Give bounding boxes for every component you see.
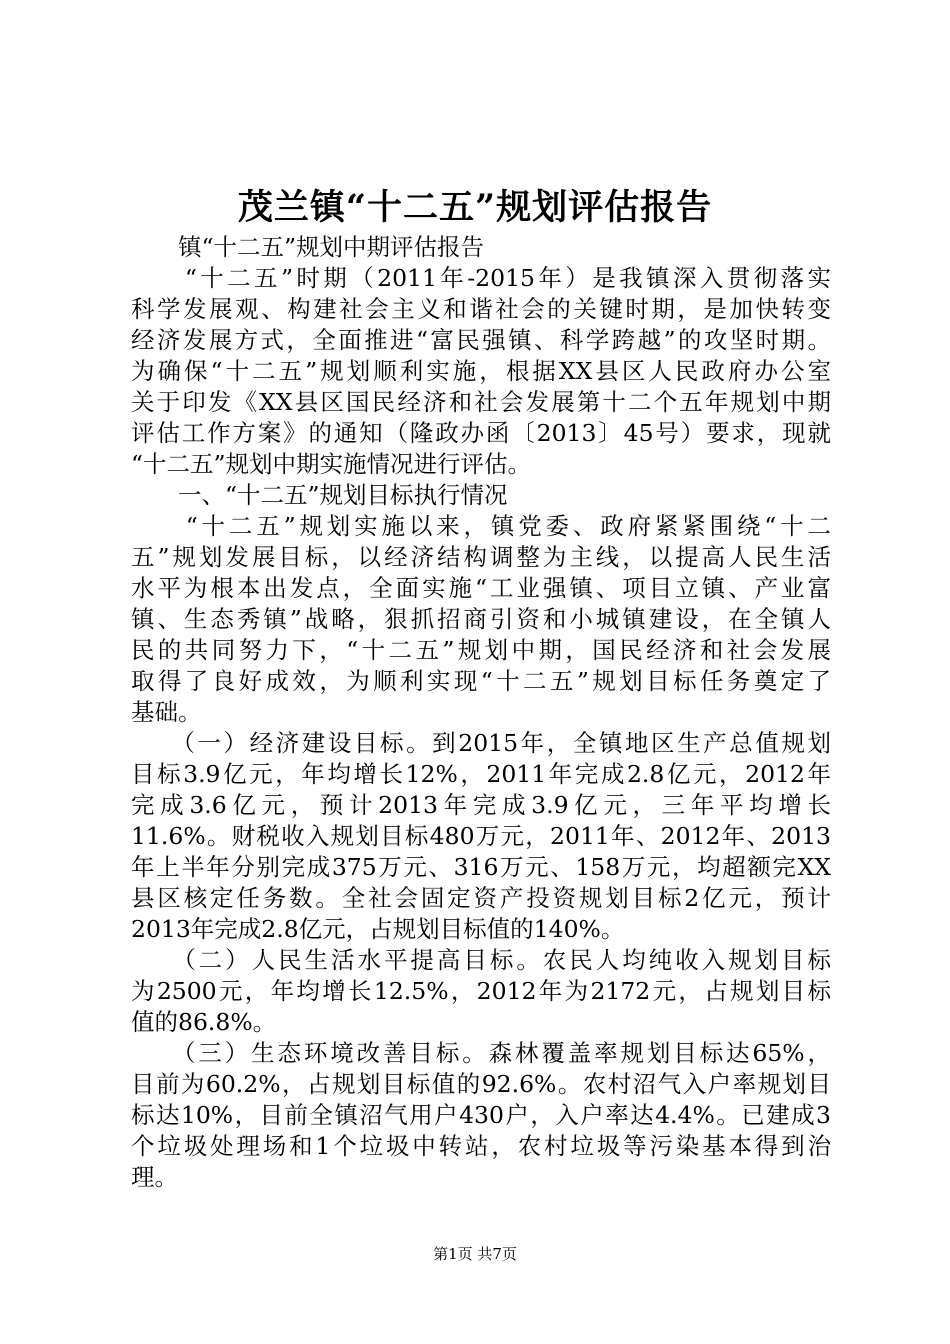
body-line: 一、“十二五”规划目标执行情况 bbox=[131, 481, 508, 509]
body-line: 县区核定任务数。全社会固定资产投资规划目标2亿元，预计 bbox=[131, 884, 831, 912]
body-line: （一）经济建设目标。到2015年，全镇地区生产总值规划 bbox=[131, 729, 831, 757]
body-line: “十二五”时期（2011年-2015年）是我镇深入贯彻落实 bbox=[131, 264, 831, 292]
body-line: 为2500元，年均增长12.5%，2012年为2172元，占规划目标 bbox=[131, 977, 831, 1005]
body-line: 目标3.9亿元，年均增长12%，2011年完成2.8亿元，2012年 bbox=[131, 760, 831, 788]
body-line: 科学发展观、构建社会主义和谐社会的关键时期，是加快转变 bbox=[131, 295, 831, 323]
body-line: 民的共同努力下，“十二五”规划中期，国民经济和社会发展 bbox=[131, 636, 831, 664]
body-line: “十二五”规划实施以来，镇党委、政府紧紧围绕“十二 bbox=[131, 512, 831, 540]
body-line: 理。 bbox=[131, 1163, 178, 1191]
body-line: 标达10%，目前全镇沼气用户430户，入户率达4.4%。已建成3 bbox=[131, 1101, 831, 1129]
document-title: 茂兰镇“十二五”规划评估报告 bbox=[237, 187, 713, 228]
body-line: 评估工作方案》的通知（隆政办函〔2013〕45号）要求，现就 bbox=[131, 419, 831, 447]
body-line: （三）生态环境改善目标。森林覆盖率规划目标达65%， bbox=[131, 1039, 831, 1067]
body-line: 五”规划发展目标，以经济结构调整为主线，以提高人民生活 bbox=[131, 543, 831, 571]
body-line: 年上半年分别完成375万元、316万元、158万元，均超额完XX bbox=[131, 853, 831, 881]
body-line: 完成3.6亿元，预计2013年完成3.9亿元，三年平均增长 bbox=[131, 791, 831, 819]
page-footer: 第1页 共7页 bbox=[433, 1245, 517, 1263]
body-line: 值的86.8%。 bbox=[131, 1008, 277, 1036]
body-line: “十二五”规划中期实施情况进行评估。 bbox=[131, 450, 532, 478]
body-line: 水平为根本出发点，全面实施“工业强镇、项目立镇、产业富 bbox=[131, 574, 831, 602]
body-line: 2013年完成2.8亿元，占规划目标值的140%。 bbox=[131, 915, 625, 943]
body-line: 经济发展方式，全面推进“富民强镇、科学跨越”的攻坚时期。 bbox=[131, 326, 831, 354]
body-line: 关于印发《XX县区国民经济和社会发展第十二个五年规划中期 bbox=[131, 388, 831, 416]
body-line: 11.6%。财税收入规划目标480万元，2011年、2012年、2013 bbox=[131, 822, 831, 850]
body-line: 镇“十二五”规划中期评估报告 bbox=[131, 233, 485, 261]
body-line: （二）人民生活水平提高目标。农民人均纯收入规划目标 bbox=[131, 946, 831, 974]
body-line: 为确保“十二五”规划顺利实施，根据XX县区人民政府办公室 bbox=[131, 357, 831, 385]
body-line: 取得了良好成效，为顺利实现“十二五”规划目标任务奠定了 bbox=[131, 667, 831, 695]
body-line: 目前为60.2%，占规划目标值的92.6%。农村沼气入户率规划目 bbox=[131, 1070, 831, 1098]
body-line: 个垃圾处理场和1个垃圾中转站，农村垃圾等污染基本得到治 bbox=[131, 1132, 831, 1160]
body-line: 镇、生态秀镇”战略，狠抓招商引资和小城镇建设，在全镇人 bbox=[131, 605, 831, 633]
document-body bbox=[131, 232, 831, 1193]
body-line: 基础。 bbox=[131, 698, 202, 726]
